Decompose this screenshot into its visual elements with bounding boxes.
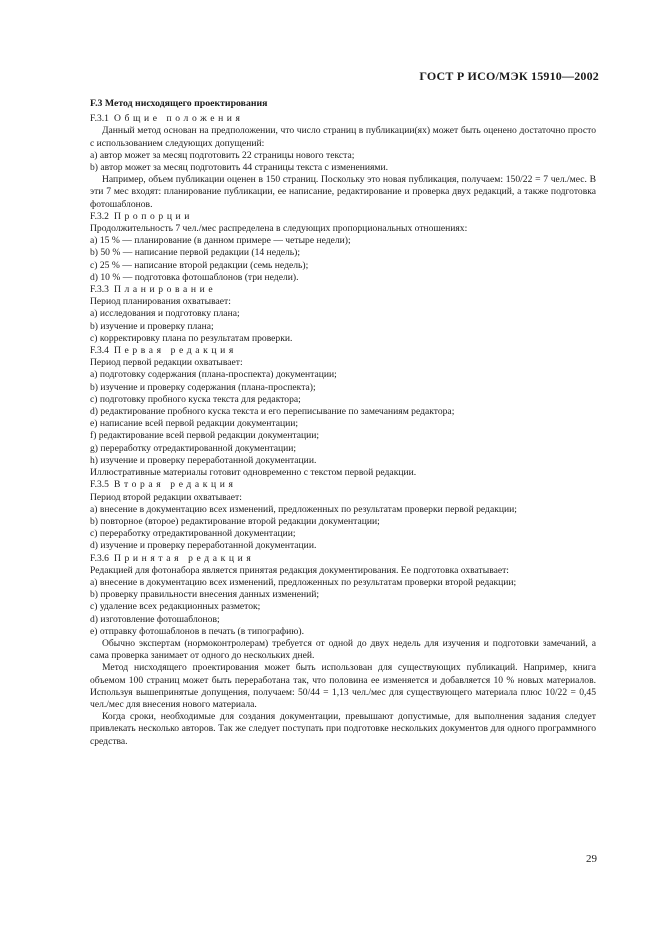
paragraph: Данный метод основан на предположении, что число страниц в публикации(ях) может быть оценено достаточно просто с использованием следующих допущений: [90, 125, 596, 149]
document-header: ГОСТ Р ИСО/МЭК 15910—2002 [419, 69, 599, 83]
paragraph: Продолжительность 7 чел./мес распределена в следующих пропорциональных отношениях: [90, 223, 468, 235]
paragraph: Период второй редакции охватывает: [90, 491, 242, 503]
list-item: c) корректировку плана по результатам проверки. [90, 332, 293, 344]
list-item: h) изучение и проверку переработанной документации. [90, 454, 317, 466]
list-item: b) изучение и проверку плана; [90, 320, 214, 332]
subsection-heading: F.3.1 Общие положения [90, 113, 244, 125]
list-item: f) редактирование всей первой редакции документации; [90, 430, 320, 442]
paragraph: Период первой редакции охватывает: [90, 357, 243, 369]
list-item: a) подготовку содержания (плана-проспекта) документации; [90, 369, 337, 381]
paragraph: Период планирования охватывает: [90, 296, 231, 308]
list-item: c) удаление всех редакционных разметок; [90, 601, 261, 613]
paragraph: Редакцией для фотонабора является принятая редакция документирования. Ее подготовка охватывает: [90, 564, 509, 576]
list-item: c) подготовку пробного куска текста для редактора; [90, 393, 301, 405]
list-item: b) проверку правильности внесения данных изменений; [90, 589, 320, 601]
paragraph: Обычно экспертам (нормоконтролерам) требуется от одной до двух недель для изучения и подготовки замечаний, а сама проверка занимает от одного до нескольких дней. [90, 637, 596, 662]
list-item: d) 10 % — подготовка фотошаблонов (три недели). [90, 271, 299, 283]
list-item: b) 50 % — написание первой редакции (14 недель); [90, 247, 300, 259]
list-item: g) переработку отредактированной документации; [90, 442, 297, 454]
list-item: b) повторное (второе) редактирование второй редакции документации; [90, 515, 380, 527]
list-item: c) переработку отредактированной документации; [90, 528, 296, 540]
list-item: a) внесение в документацию всех изменений, предложенных по результатам проверки второй редакции; [90, 576, 517, 588]
list-item: e) написание всей первой редакции документации; [90, 418, 299, 430]
list-item: c) 25 % — написание второй редакции (семь недель); [90, 259, 309, 271]
subsection-heading: F.3.2 Пропорции [90, 210, 194, 222]
list-item: d) редактирование пробного куска текста и его переписывание по замечаниям редактора; [90, 406, 455, 418]
list-item: a) внесение в документацию всех изменений, предложенных по результатам проверки первой редакции; [90, 503, 517, 515]
list-item: b) автор может за месяц подготовить 44 страницы текста с изменениями. [90, 162, 389, 174]
list-item: a) 15 % — планирование (в данном примере — четыре недели); [90, 235, 351, 247]
list-item: b) изучение и проверку содержания (плана-проспекта); [90, 381, 316, 393]
subsection-heading: F.3.5 Вторая редакция [90, 479, 237, 491]
list-item: d) изготовление фотошаблонов; [90, 613, 220, 625]
subsection-heading: F.3.6 Принятая редакция [90, 552, 255, 564]
list-item: a) автор может за месяц подготовить 22 страницы нового текста; [90, 149, 355, 161]
subsection-heading: F.3.4 Первая редакция [90, 345, 237, 357]
list-item: d) изучение и проверку переработанной документации. [90, 540, 317, 552]
paragraph: Иллюстративные материалы готовит одновременно с текстом первой редакции. [90, 467, 417, 479]
paragraph: Метод нисходящего проектирования может быть использован для существующих публикаций. Например, книга объемом 100 страниц может быть переработана так, что половина ее изменяется и добавляется 10 % новых материалов. Используя вышепринятые допущения, получаем: 50/44 = 1,13 чел./мес для существующего материала плюс 10/22 = 0,45 чел./мес для внесения нового материала. [90, 662, 596, 710]
paragraph: Например, объем публикации оценен в 150 страниц. Поскольку это новая публикация, получаем: 150/22 = 7 чел./мес. В эти 7 мес входят: планирование публикации, ее написание, редактирование и проверка двух редакций, а также подготовка фотошаблонов. [90, 174, 596, 210]
subsection-heading: F.3.3 Планирование [90, 284, 217, 296]
section-title: F.3 Метод нисходящего проектирования [90, 98, 268, 109]
document-body [90, 98, 596, 748]
paragraph: Когда сроки, необходимые для создания документации, превышают допустимые, для выполнения задания следует привлекать несколько авторов. Так же следует поступать при подготовке нескольких документов для одного программного средства. [90, 711, 596, 747]
list-item: a) исследования и подготовку плана; [90, 308, 240, 320]
page-number: 29 [586, 853, 597, 865]
list-item: e) отправку фотошаблонов в печать (в типографию). [90, 625, 304, 637]
